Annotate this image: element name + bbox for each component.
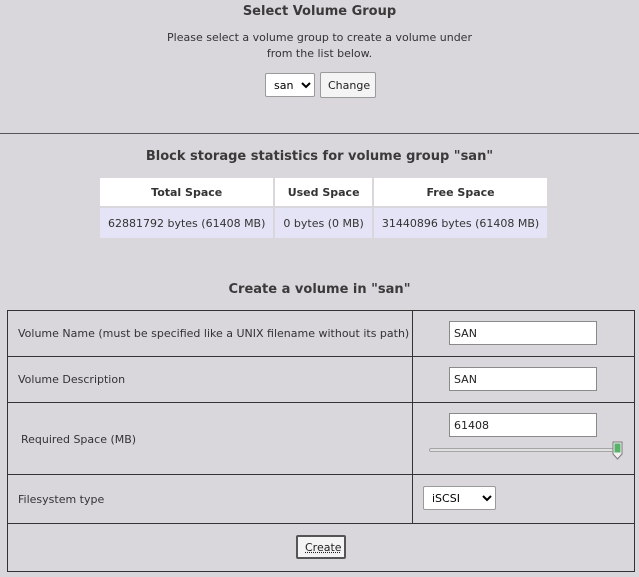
divider (0, 133, 639, 134)
stats-header-row (100, 178, 547, 206)
required-space-input[interactable] (449, 413, 597, 437)
row-separator (8, 402, 634, 403)
instructions-line-2: from the list below. (266, 47, 373, 60)
change-button[interactable]: Change (320, 72, 376, 98)
value-free-space: 31440896 bytes (61408 MB) (374, 208, 547, 238)
create-volume-form (7, 310, 635, 572)
required-space-slider-track[interactable] (429, 448, 621, 452)
value-used-space: 0 bytes (0 MB) (275, 208, 371, 238)
row-separator (8, 523, 634, 524)
instructions-line-1: Please select a volume group to create a volume under (167, 31, 472, 44)
stats-value-row (100, 208, 547, 238)
header-total-space: Total Space (100, 178, 273, 206)
header-free-space: Free Space (374, 178, 547, 206)
row-separator (8, 474, 634, 475)
select-group-instructions (0, 30, 639, 62)
volume-description-input[interactable] (449, 367, 597, 391)
select-group-title: Select Volume Group (242, 4, 397, 19)
volume-description-label: Volume Description (18, 373, 126, 386)
row-separator (8, 356, 634, 357)
create-title: Create a volume in "san" (228, 282, 411, 297)
create-button[interactable]: Create (296, 535, 346, 559)
stats-title: Block storage statistics for volume group "san" (145, 149, 494, 164)
stats-table (98, 176, 549, 240)
filesystem-type-select[interactable] (423, 486, 496, 510)
volume-name-label: Volume Name (must be specified like a UNIX filename without its path) (18, 327, 410, 340)
column-separator (412, 311, 413, 523)
header-used-space: Used Space (275, 178, 371, 206)
filesystem-type-label: Filesystem type (18, 493, 105, 506)
required-space-label: Required Space (MB) (21, 433, 137, 446)
volume-name-input[interactable] (449, 321, 597, 345)
required-space-slider-thumb[interactable] (612, 441, 623, 460)
value-total-space: 62881792 bytes (61408 MB) (100, 208, 273, 238)
volume-group-select[interactable] (265, 73, 315, 97)
